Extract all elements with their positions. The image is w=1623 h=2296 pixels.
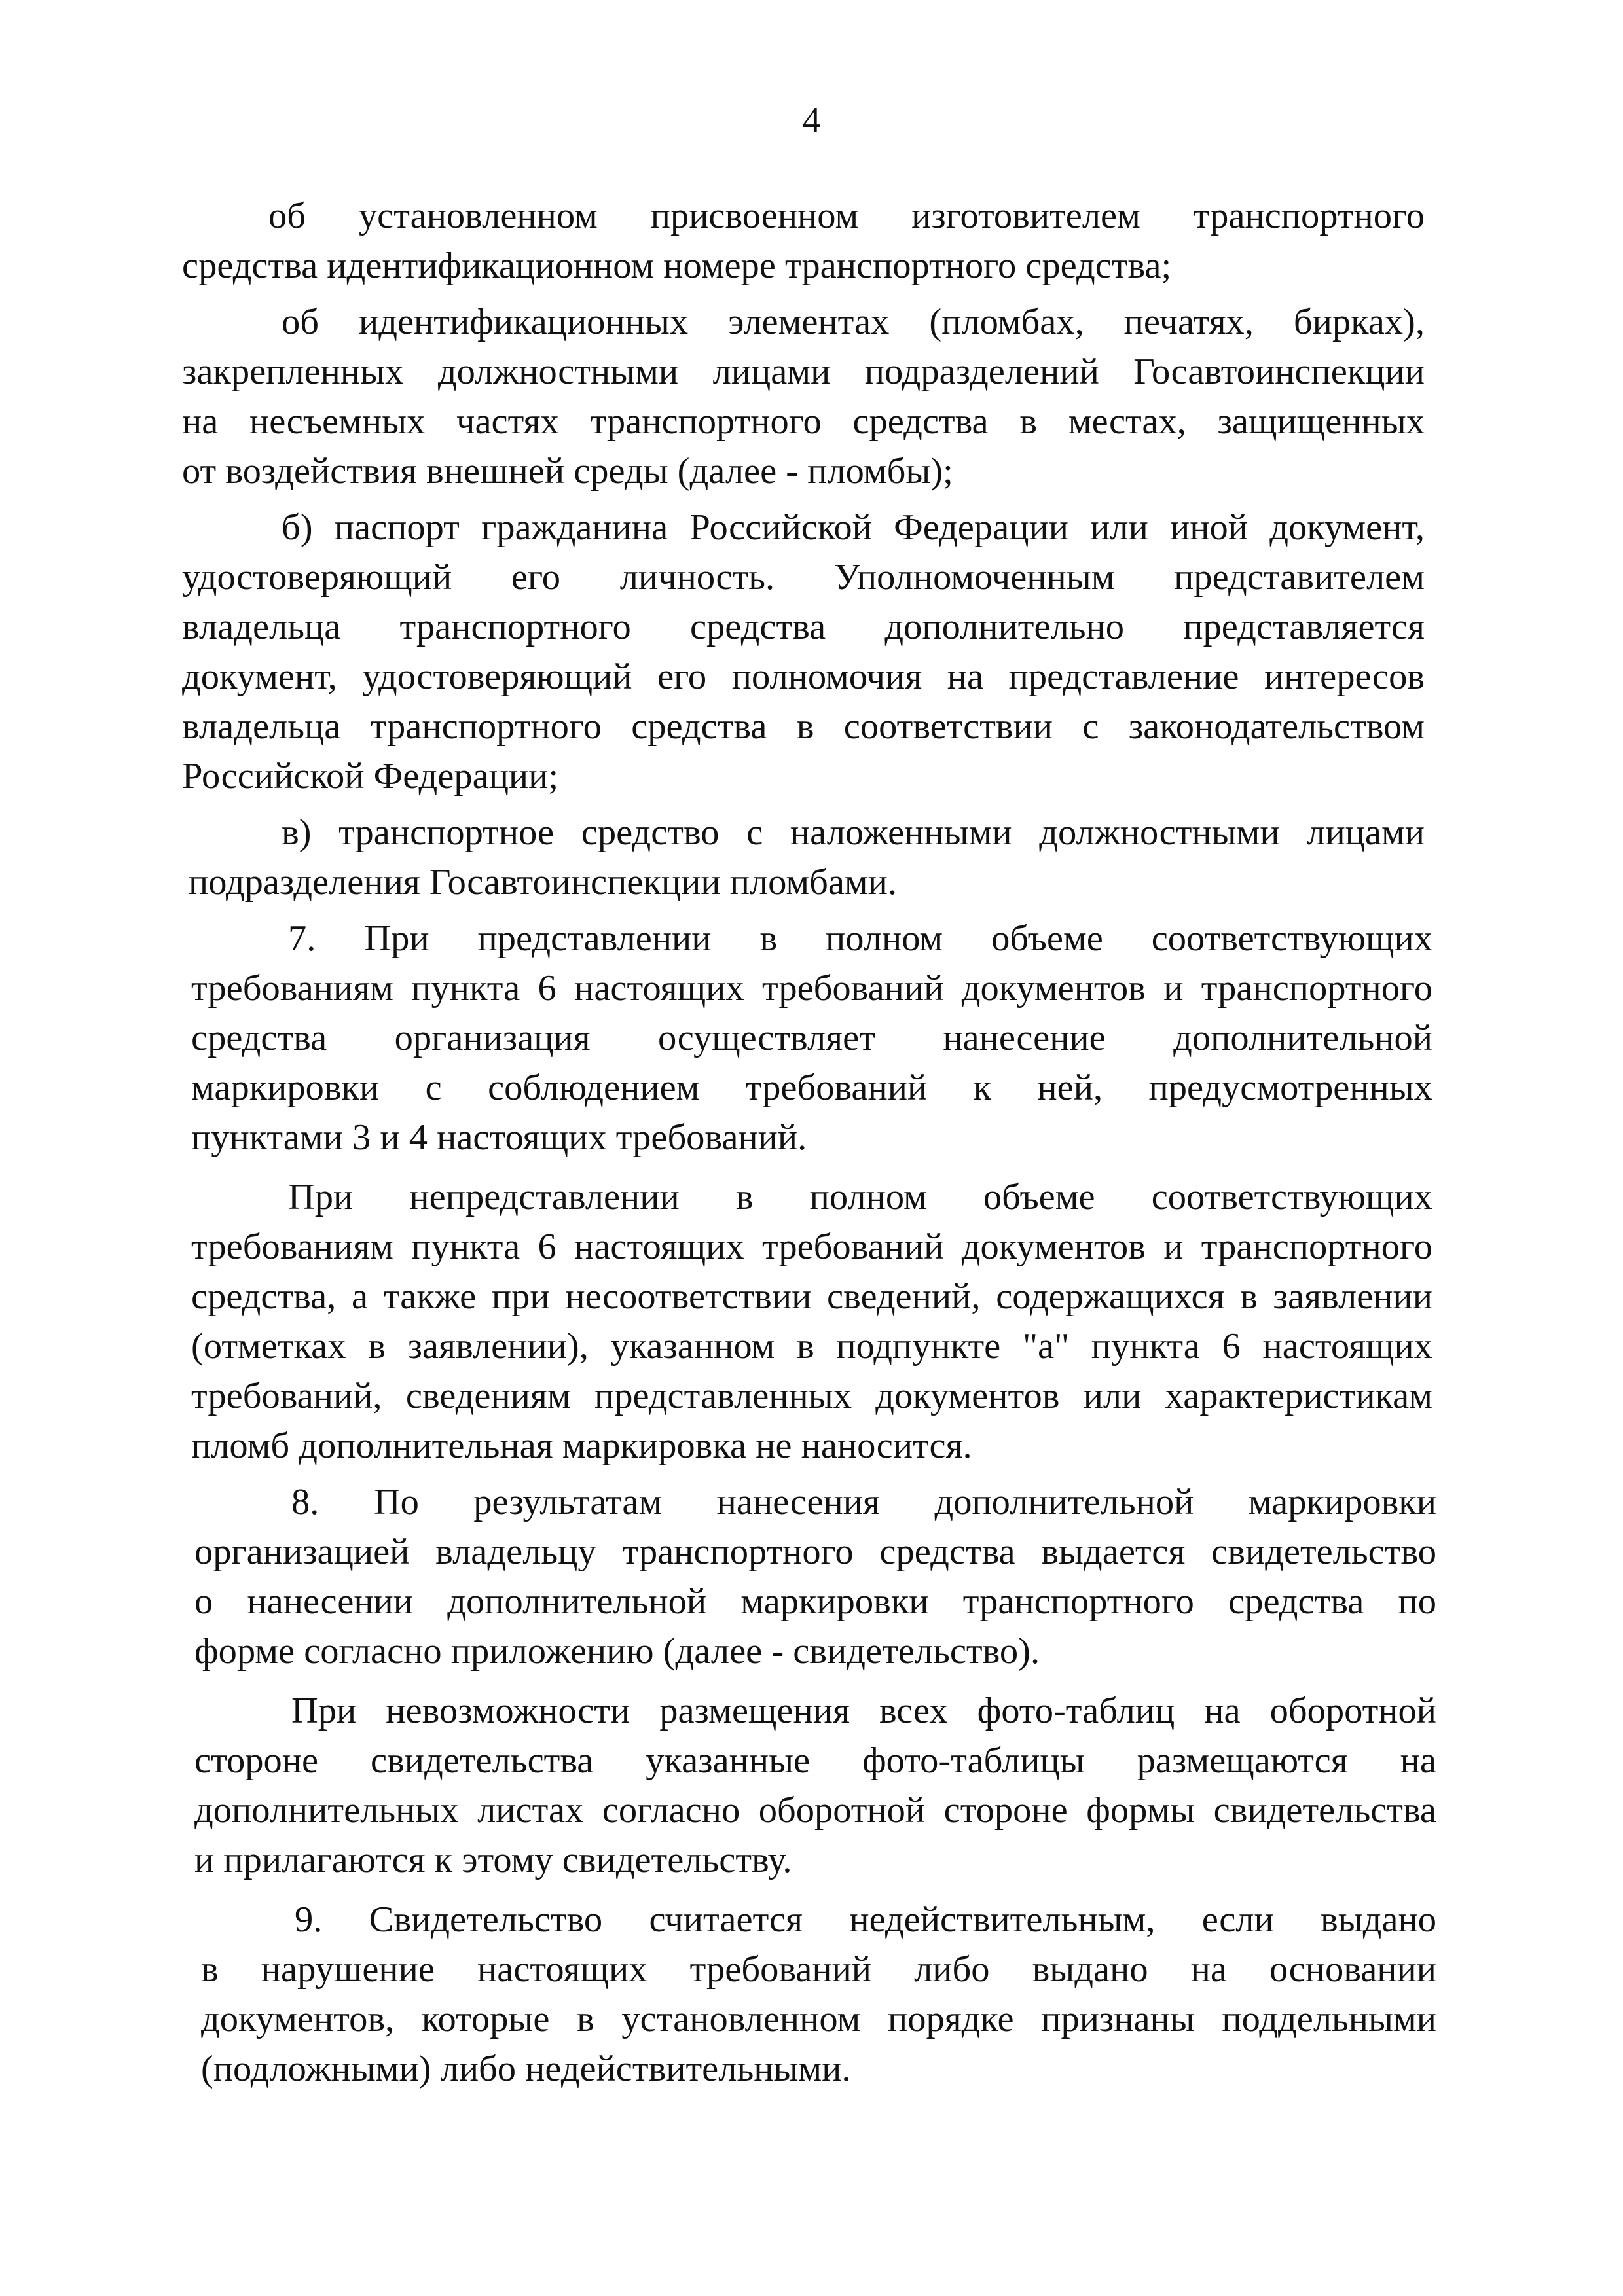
text-line-content: требованиям пункта 6 настоящих требований документов и транспортного (191, 968, 1432, 1009)
text-line (0, 702, 1623, 751)
text-line-content: При непредставлении в полном объеме соответствующих (288, 1177, 1432, 1217)
paragraph-spacing (0, 907, 1623, 914)
text-line (0, 1013, 1623, 1063)
text-line (0, 1272, 1623, 1321)
paragraph-spacing (0, 291, 1623, 297)
text-line (0, 914, 1623, 963)
text-line-content: (подложными) либо недействительными. (201, 2049, 851, 2089)
text-line (0, 1945, 1623, 1994)
text-line-content: требований, сведениям представленных документов или характеристикам (191, 1376, 1432, 1416)
paragraph-spacing (0, 1676, 1623, 1686)
text-line (0, 1371, 1623, 1421)
text-line (0, 1172, 1623, 1222)
text-line-content: об установленном присвоенном изготовителем транспортного (268, 196, 1425, 236)
paragraph (0, 1686, 1623, 1885)
text-line (0, 1321, 1623, 1371)
text-line-content: средства идентификационном номере транспортного средства; (182, 245, 1172, 286)
text-line-content: дополнительных листах согласно оборотной стороне формы свидетельства (194, 1790, 1436, 1831)
text-line-content: средства организация осуществляет нанесение дополнительной (191, 1018, 1432, 1058)
text-line-content: При невозможности размещения всех фото-таблиц на оборотной (291, 1691, 1436, 1731)
paragraph (0, 1477, 1623, 1676)
text-line (0, 1113, 1623, 1162)
text-line (0, 397, 1623, 446)
text-line (0, 1477, 1623, 1527)
text-line (0, 1421, 1623, 1471)
text-line (0, 857, 1623, 907)
text-line-content: 9. Свидетельство считается недействительным, если выдано (295, 1899, 1436, 1940)
paragraph (0, 503, 1623, 801)
paragraph (0, 914, 1623, 1162)
text-line (0, 1785, 1623, 1835)
paragraph-spacing (0, 1471, 1623, 1477)
text-line-content: 8. По результатам нанесения дополнительной маркировки (291, 1482, 1436, 1522)
text-line-content: организацией владельцу транспортного средства выдается свидетельство (194, 1532, 1436, 1572)
paragraph-spacing (0, 1885, 1623, 1895)
text-line-content: от воздействия внешней среды (далее - пломбы); (182, 451, 953, 492)
text-line-content: маркировки с соблюдением требований к ней, предусмотренных (191, 1067, 1432, 1108)
paragraph (0, 1172, 1623, 1471)
text-line-content: документ, удостоверяющий его полномочия на представление интересов (182, 656, 1425, 697)
text-line-content: требованиям пункта 6 настоящих требований документов и транспортного (191, 1227, 1432, 1267)
text-line (0, 1626, 1623, 1676)
page-number: 4 (802, 100, 821, 141)
text-line-content: в) транспортное средство с наложенными должностными лицами (282, 812, 1425, 853)
paragraph (0, 1895, 1623, 2094)
text-line (0, 1994, 1623, 2044)
text-line-content: владельца транспортного средства дополнительно представляется (182, 607, 1425, 647)
text-line (0, 552, 1623, 602)
text-line (0, 1835, 1623, 1885)
text-line (0, 2044, 1623, 2094)
text-line-content: (отметках в заявлении), указанном в подпункте "а" пункта 6 настоящих (191, 1326, 1432, 1367)
text-line (0, 1222, 1623, 1272)
text-line (0, 652, 1623, 702)
text-line-content: 7. При представлении в полном объеме соответствующих (288, 918, 1432, 959)
text-line (0, 808, 1623, 857)
text-line (0, 446, 1623, 496)
text-line-content: закрепленных должностными лицами подразделений Госавтоинспекции (182, 351, 1425, 392)
text-line (0, 503, 1623, 552)
text-line-content: и прилагаются к этому свидетельству. (194, 1840, 792, 1880)
paragraph-spacing (0, 1162, 1623, 1172)
text-line-content: на несъемных частях транспортного средства в местах, защищенных (182, 401, 1425, 442)
text-line-content: пунктами 3 и 4 настоящих требований. (191, 1117, 807, 1158)
paragraph (0, 191, 1623, 291)
text-line-content: б) паспорт гражданина Российской Федерации или иной документ, (282, 507, 1425, 548)
text-line (0, 602, 1623, 652)
text-line-content: в нарушение настоящих требований либо выдано на основании (201, 1949, 1436, 1990)
paragraph (0, 808, 1623, 907)
paragraph-spacing (0, 496, 1623, 503)
text-line (0, 1063, 1623, 1113)
text-line-content: пломб дополнительная маркировка не наносится. (191, 1426, 972, 1466)
text-line (0, 1895, 1623, 1945)
text-line (0, 1686, 1623, 1736)
text-line (0, 1527, 1623, 1577)
text-line-content: об идентификационных элементах (пломбах, печатях, бирках), (282, 302, 1425, 342)
document-body (0, 191, 1623, 2094)
text-line (0, 1577, 1623, 1626)
text-line-content: владельца транспортного средства в соответствии с законодательством (182, 706, 1425, 747)
text-line (0, 191, 1623, 241)
paragraph-spacing (0, 801, 1623, 808)
text-line-content: форме согласно приложению (далее - свидетельство). (194, 1631, 1040, 1672)
text-line (0, 751, 1623, 801)
text-line-content: Российской Федерации; (182, 756, 559, 797)
text-line-content: удостоверяющий его личность. Уполномоченным представителем (182, 557, 1425, 598)
text-line-content: документов, которые в установленном порядке признаны поддельными (201, 1999, 1436, 2039)
text-line-content: стороне свидетельства указанные фото-таблицы размещаются на (194, 1740, 1436, 1781)
text-line (0, 297, 1623, 347)
text-line-content: подразделения Госавтоинспекции пломбами. (189, 862, 898, 903)
text-line (0, 241, 1623, 291)
text-line (0, 1736, 1623, 1785)
text-line-content: о нанесении дополнительной маркировки транспортного средства по (194, 1581, 1436, 1622)
text-line (0, 347, 1623, 397)
text-line (0, 963, 1623, 1013)
text-line-content: средства, а также при несоответствии сведений, содержащихся в заявлении (191, 1276, 1432, 1317)
paragraph (0, 297, 1623, 496)
